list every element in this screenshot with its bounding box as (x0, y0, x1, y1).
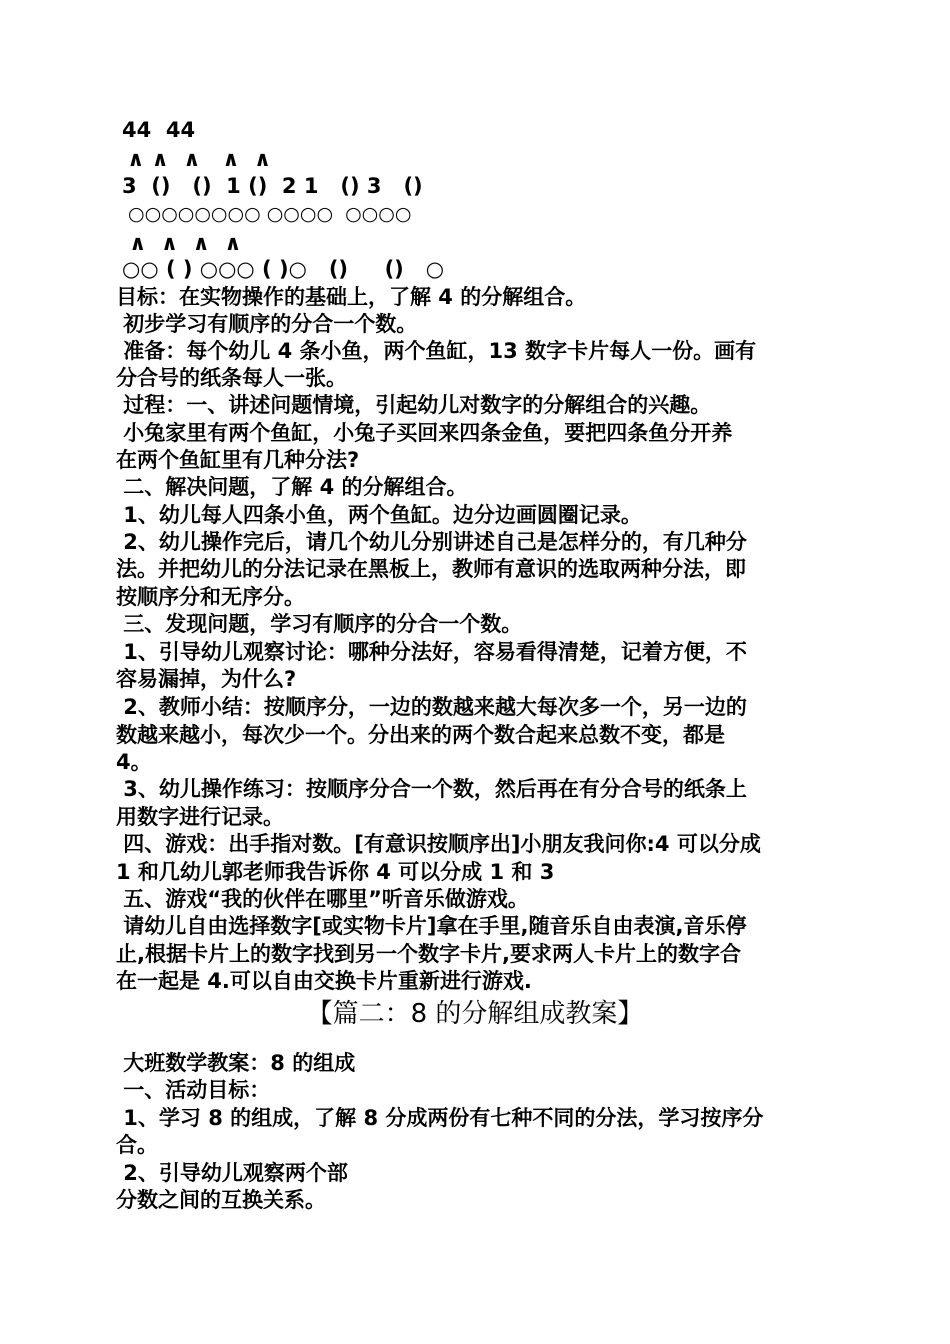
lesson1-line-3: 准备：每个幼儿 4 条小鱼，两个鱼缸，13 数字卡片每人一份。画有 (116, 339, 757, 363)
lesson2-line-6: 分数之间的互换关系。 (116, 1188, 326, 1212)
lesson1-line-17: 数越来越小，每次少一个。分出来的两个数合起来总数不变，都是 (116, 723, 725, 747)
lesson1-line-25: 止,根据卡片上的数字找到另一个数字卡片,要求两人卡片上的数字合 (116, 942, 741, 966)
lesson1-line-4: 分合号的纸条每人一张。 (116, 366, 347, 390)
lesson1-line-1: 目标：在实物操作的基础上，了解 4 的分解组合。 (116, 285, 587, 309)
diagram-line-2: ∧ ∧ ∧ ∧ ∧ (120, 147, 272, 171)
lesson2-line-2: 一、活动目标： (116, 1078, 271, 1102)
lesson1-line-26: 在一起是 4.可以自由交换卡片重新进行游戏. (116, 969, 532, 993)
lesson1-line-24: 请幼儿自由选择数字[或实物卡片]拿在手里,随音乐自由表演,音乐停 (116, 914, 747, 938)
lesson2-line-5: 2、引导幼儿观察两个部 (116, 1161, 348, 1185)
lesson1-line-6: 小兔家里有两个鱼缸，小兔子买回来四条金鱼，要把四条鱼分开养 (116, 421, 733, 445)
lesson1-line-7: 在两个鱼缸里有几种分法? (116, 448, 360, 472)
lesson1-line-20: 用数字进行记录。 (116, 805, 284, 829)
lesson1-line-2: 初步学习有顺序的分合一个数。 (116, 312, 418, 336)
lesson1-line-22: 1 和几幼儿郭老师我告诉你 4 可以分成 1 和 3 (116, 860, 555, 884)
lesson1-line-21: 四、游戏：出手指对数。[有意识按顺序出]小朋友我问你:4 可以分成 (116, 832, 761, 856)
lesson1-line-8: 二、解决问题，了解 4 的分解组合。 (116, 475, 468, 499)
lesson2-line-3: 1、学习 8 的组成，了解 8 分成两份有七种不同的分法，学习按序分 (116, 1106, 764, 1130)
lesson1-line-11: 法。并把幼儿的分法记录在黑板上，教师有意识的选取两种分法，即 (116, 557, 746, 581)
lesson2-line-1: 大班数学教案：8 的组成 (116, 1051, 356, 1075)
section-heading: 【篇二：8 的分解组成教案】 (306, 999, 644, 1029)
lesson1-line-18: 4。 (116, 750, 152, 774)
diagram-line-3: 3 () () 1 () 2 1 () 3 () (122, 174, 423, 198)
lesson1-line-15: 容易漏掉，为什么? (116, 667, 297, 691)
lesson1-line-10: 2、幼儿操作完后，请几个幼儿分别讲述自己是怎样分的，有几种分 (116, 530, 747, 554)
lesson1-line-23: 五、游戏“我的伙伴在哪里”听音乐做游戏。 (116, 887, 529, 911)
diagram-line-4: ○○○○○○○○ ○○○○ ○○○○ (122, 203, 412, 225)
lesson1-line-16: 2、教师小结：按顺序分，一边的数越来越大每次多一个，另一边的 (116, 695, 747, 719)
lesson1-line-19: 3、幼儿操作练习：按顺序分合一个数，然后再在有分合号的纸条上 (116, 777, 747, 801)
diagram-line-5: ∧ ∧ ∧ ∧ (122, 231, 242, 255)
lesson1-line-5: 过程：一、讲述问题情境，引起幼儿对数字的分解组合的兴趣。 (116, 393, 712, 417)
lesson2-line-4: 合。 (116, 1133, 158, 1157)
diagram-line-1: 44 44 (122, 118, 196, 142)
diagram-line-6: ○○ ( ) ○○○ ( )○ () () ○ (122, 257, 445, 281)
lesson1-line-12: 按顺序分和无序分。 (116, 585, 305, 609)
lesson1-line-9: 1、幼儿每人四条小鱼，两个鱼缸。边分边画圆圈记录。 (116, 503, 642, 527)
lesson1-line-13: 三、发现问题，学习有顺序的分合一个数。 (116, 612, 523, 636)
lesson1-line-14: 1、引导幼儿观察讨论：哪种分法好，容易看得清楚，记着方便，不 (116, 640, 747, 664)
